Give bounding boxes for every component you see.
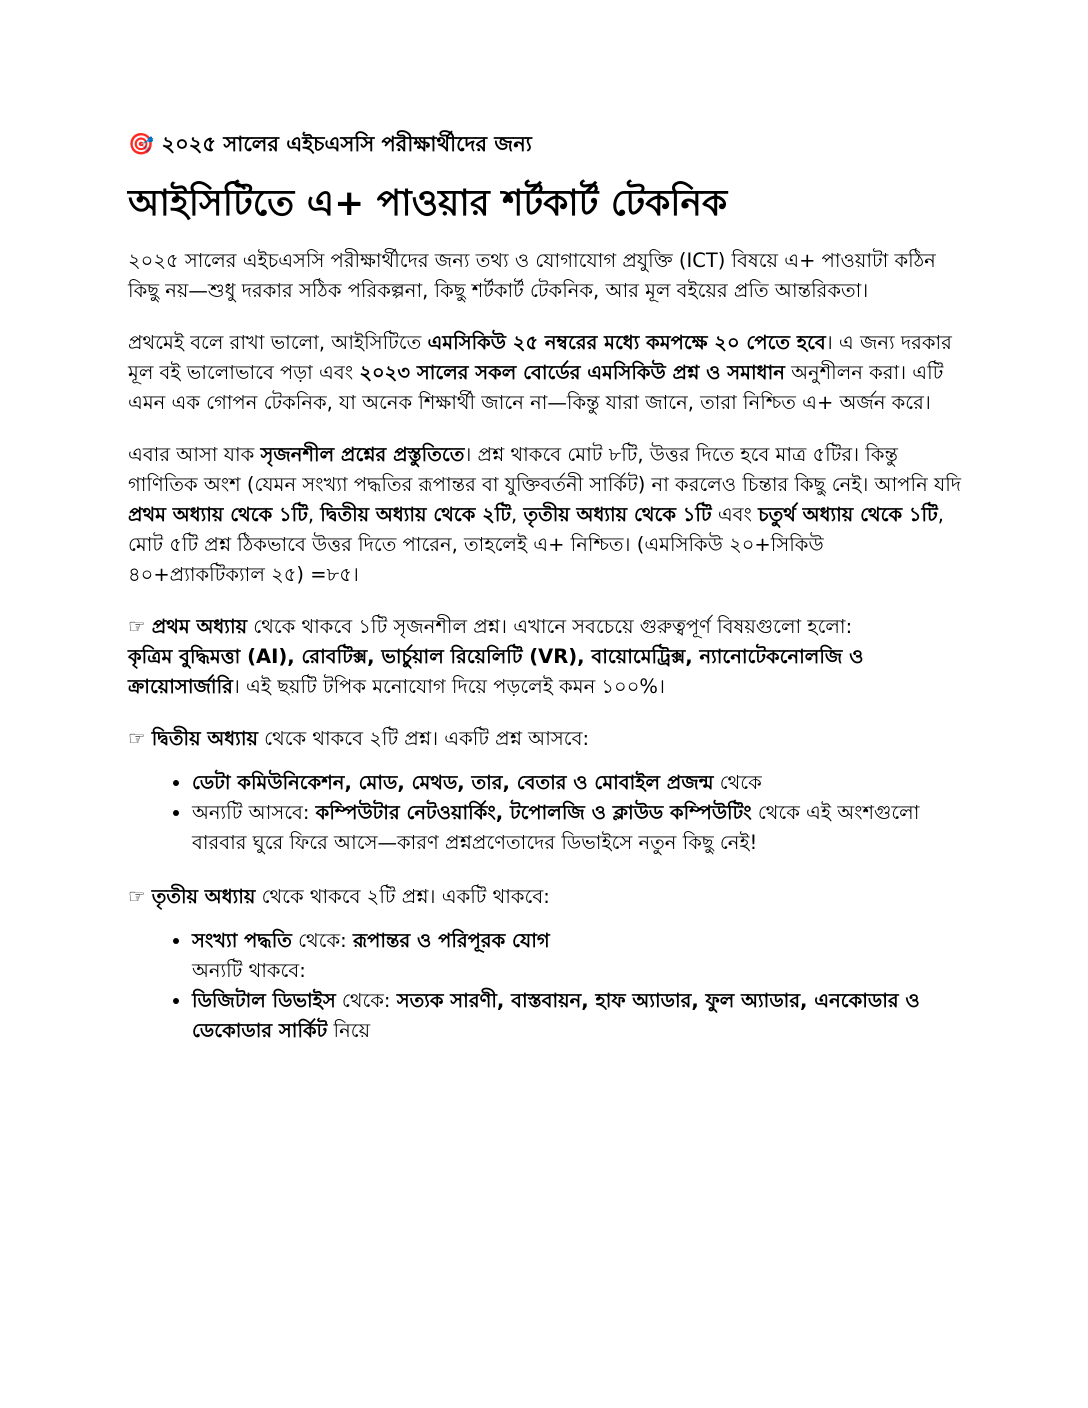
creative-paragraph xyxy=(128,440,964,590)
list-item xyxy=(192,986,964,1046)
chapter-3-item-1-bold-2: রূপান্তর ও পরিপূরক যোগ xyxy=(352,929,550,952)
list-item xyxy=(192,926,964,986)
creative-bold-3: দ্বিতীয় অধ্যায় থেকে ২টি xyxy=(320,503,512,526)
creative-text-1: এবার আসা যাক xyxy=(128,443,261,466)
creative-bold-4: তৃতীয় অধ্যায় থেকে ১টি xyxy=(523,503,712,526)
mcq-bold-1: এমসিকিউ ২৫ নম্বরের মধ্যে কমপক্ষে ২০ পেতে হবে xyxy=(427,331,826,354)
chapter-2-item-2-text-1: অন্যটি আসবে: xyxy=(192,801,316,824)
chapter-3-item-1-bold-1: সংখ্যা পদ্ধতি xyxy=(192,929,292,952)
chapter-2-item-2-bold: কম্পিউটার নেটওয়ার্কিং, টপোলজি ও ক্লাউড কম্পিউটিং xyxy=(315,801,752,824)
creative-bold-2: প্রথম অধ্যায় থেকে ১টি xyxy=(128,503,308,526)
list-item xyxy=(192,798,964,858)
chapter-3-item-2-text-1: থেকে: xyxy=(335,989,397,1012)
chapter-2-text: থেকে থাকবে ২টি প্রশ্ন। একটি প্রশ্ন আসবে: xyxy=(257,727,590,750)
chapter-2-paragraph xyxy=(128,724,964,754)
creative-text-3: , xyxy=(307,503,321,526)
pointing-hand-icon: ☞ xyxy=(128,727,146,750)
chapter-1-label: প্রথম অধ্যায় xyxy=(151,615,248,638)
chapter-3-paragraph xyxy=(128,882,964,912)
mcq-bold-2: ২০২৩ সালের সকল বোর্ডের এমসিকিউ প্রশ্ন ও সমাধান xyxy=(359,361,785,384)
chapter-2-label: দ্বিতীয় অধ্যায় xyxy=(151,727,258,750)
creative-text-6: , মোট ৫টি প্রশ্ন ঠিকভাবে উত্তর দিতে পারেন, তাহলেই এ+ নিশ্চিত। (এমসিকিউ ২০+সিকিউ ৪০+প্র্যাকটিক্যাল ২৫) =৮৫। xyxy=(128,503,944,586)
chapter-2-list xyxy=(128,768,964,858)
creative-bold-5: চতুর্থ অধ্যায় থেকে ১টি xyxy=(758,503,938,526)
page-title: আইসিটিতে এ+ পাওয়ার শর্টকার্ট টেকনিক xyxy=(128,183,728,224)
mcq-text-1: প্রথমেই বলে রাখা ভালো, আইসিটিতে xyxy=(128,331,428,354)
chapter-3-label: তৃতীয় অধ্যায় xyxy=(151,885,256,908)
kicker-text: ২০২৫ সালের এইচএসসি পরীক্ষার্থীদের জন্য xyxy=(161,132,532,156)
kicker-line xyxy=(128,128,964,160)
list-item xyxy=(192,768,964,798)
chapter-1-text-2: । এই ছয়টি টপিক মনোযোগ দিয়ে পড়লেই কমন ১০০%। xyxy=(232,675,665,698)
mcq-paragraph xyxy=(128,328,964,418)
chapter-3-item-2-bold-1: ডিজিটাল ডিভাইস xyxy=(192,989,336,1012)
chapter-3-item-2-text-2: নিয়ে xyxy=(327,1019,371,1042)
chapter-1-text-1: থেকে থাকবে ১টি সৃজনশীল প্রশ্ন। এখানে সবচেয়ে গুরুত্বপূর্ণ বিষয়গুলো হলো: xyxy=(247,615,853,638)
intro-paragraph: ২০২৫ সালের এইচএসসি পরীক্ষার্থীদের জন্য তথ্য ও যোগাযোগ প্রযুক্তি (ICT) বিষয়ে এ+ পাওয়াটা কঠিন কিছু নয়—শুধু দরকার সঠিক পরিকল্পনা, কিছু শর্টকার্ট টেকনিক, আর মূল বইয়ের প্রতি আন্তরিকতা। xyxy=(128,249,936,302)
pointing-hand-icon: ☞ xyxy=(128,615,146,638)
chapter-3-item-1-text: থেকে: xyxy=(291,929,353,952)
document-page xyxy=(128,128,964,1070)
chapter-3-item-2-bold-2: সত্যক সারণী, বাস্তবায়ন, হাফ অ্যাডার, ফুল অ্যাডার, এনকোডার ও ডেকোডার সার্কিট xyxy=(192,989,920,1042)
chapter-3-text: থেকে থাকবে ২টি প্রশ্ন। একটি থাকবে: xyxy=(255,885,550,908)
chapter-1-paragraph xyxy=(128,612,964,702)
chapter-2-item-1-text: থেকে xyxy=(713,771,762,794)
creative-bold-1: সৃজনশীল প্রশ্নের প্রস্তুতিতে xyxy=(260,443,465,466)
creative-text-2: । প্রশ্ন থাকবে মোট ৮টি, উত্তর দিতে হবে মাত্র ৫টির। কিন্তু গাণিতিক অংশ (যেমন সংখ্যা পদ্ধতির রূপান্তর বা যুক্তিবর্তনী সার্কিট) না করলেও চিন্তার কিছু নেই। আপনি যদি xyxy=(128,443,962,496)
chapter-3-list xyxy=(128,926,964,1046)
creative-text-4: , xyxy=(511,503,524,526)
chapter-2-item-2-text-2: থেকে এই অংশগুলো বারবার ঘুরে ফিরে আসে—কারণ প্রশ্নপ্রণেতাদের ডিভাইসে নতুন কিছু নেই! xyxy=(192,801,920,854)
creative-text-5: এবং xyxy=(711,503,759,526)
mcq-text-2: । এ জন্য দরকার মূল বই ভালোভাবে পড়া এবং xyxy=(128,331,952,384)
chapter-1-topics: কৃত্রিম বুদ্ধিমত্তা (AI), রোবটিক্স, ভার্চুয়াল রিয়েলিটি (VR), বায়োমেট্রিক্স, ন্যানোটেকনোলজি ও ক্রায়োসার্জারি xyxy=(128,645,864,698)
mcq-text-3: অনুশীলন করা। এটি এমন এক গোপন টেকনিক, যা অনেক শিক্ষার্থী জানে না—কিন্তু যারা জানে, তারা নিশ্চিত এ+ অর্জন করে। xyxy=(128,361,944,414)
pointing-hand-icon: ☞ xyxy=(128,885,146,908)
chapter-2-item-1-bold: ডেটা কমিউনিকেশন, মোড, মেথড, তার, বেতার ও মোবাইল প্রজন্ম xyxy=(192,771,714,794)
chapter-3-item-1-sub: অন্যটি থাকবে: xyxy=(192,959,306,982)
target-icon: 🎯 xyxy=(128,132,155,156)
